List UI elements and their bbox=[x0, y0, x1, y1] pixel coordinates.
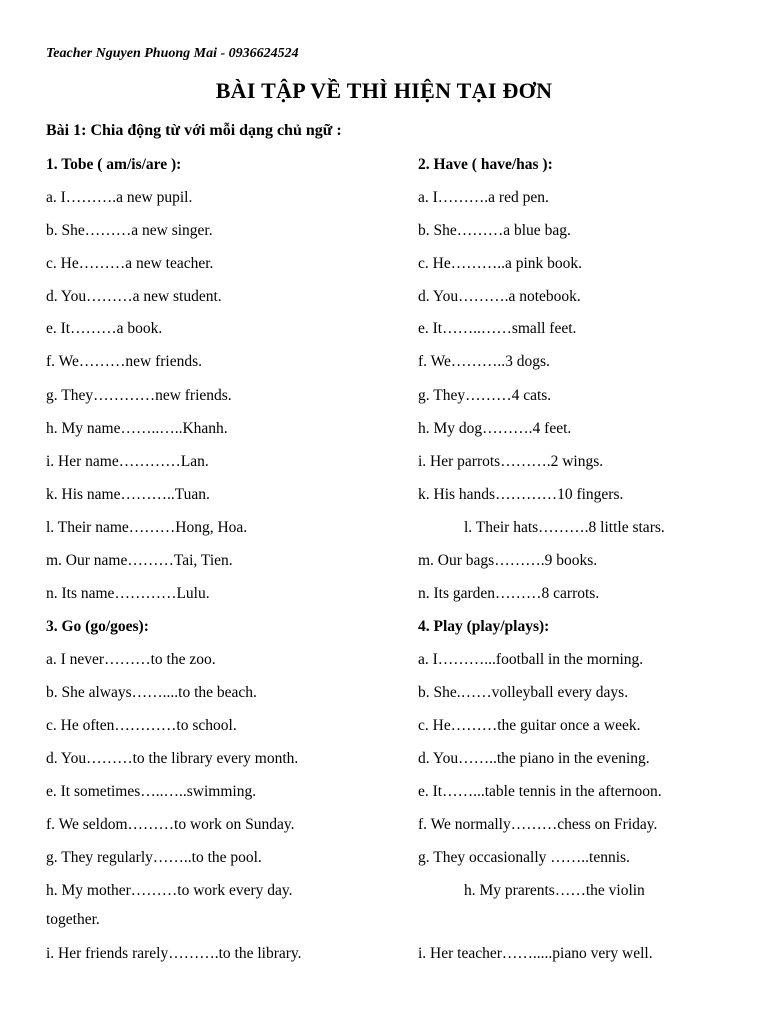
page-title: BÀI TẬP VỀ THÌ HIỆN TẠI ĐƠN bbox=[215, 78, 553, 103]
section-heading-go: 3. Go (go/goes): bbox=[46, 618, 149, 635]
exercise-item: f. We seldom………to work on Sunday. bbox=[46, 816, 295, 833]
section-heading-tobe: 1. Tobe ( am/is/are ): bbox=[46, 156, 182, 173]
exercise-item: d. You………a new student. bbox=[46, 288, 222, 305]
exercise-item: g. They regularly……..to the pool. bbox=[46, 849, 262, 866]
exercise-item: a. I……….a red pen. bbox=[418, 189, 549, 206]
exercise-item: d. You………to the library every month. bbox=[46, 750, 299, 767]
section-heading-play: 4. Play (play/plays): bbox=[418, 618, 550, 635]
exercise-item-continuation: together. bbox=[46, 911, 100, 928]
exercise-item: a. I……….a new pupil. bbox=[46, 189, 193, 206]
exercise-item: g. They occasionally ……..tennis. bbox=[418, 849, 630, 866]
exercise-item: g. They………4 cats. bbox=[418, 387, 552, 404]
exercise-item: a. I never………to the zoo. bbox=[46, 651, 216, 668]
exercise-item: i. Her friends rarely……….to the library. bbox=[46, 945, 302, 962]
exercise-item: c. He often…………to school. bbox=[46, 717, 237, 734]
exercise-item: i. Her name…………Lan. bbox=[46, 453, 209, 470]
teacher-header: Teacher Nguyen Phuong Mai - 0936624524 bbox=[46, 46, 299, 61]
exercise-item: h. My dog……….4 feet. bbox=[418, 420, 572, 437]
exercise-item: e. It……..……small feet. bbox=[418, 320, 577, 337]
exercise-item: i. Her teacher…….....piano very well. bbox=[418, 945, 653, 962]
exercise-item: k. His hands…………10 fingers. bbox=[418, 486, 624, 503]
exercise-item: n. Its garden………8 carrots. bbox=[418, 585, 600, 602]
exercise-instruction: Bài 1: Chia động từ với mỗi dạng chủ ngữ : bbox=[46, 122, 342, 139]
exercise-item: k. His name………..Tuan. bbox=[46, 486, 210, 503]
exercise-item: i. Her parrots……….2 wings. bbox=[418, 453, 604, 470]
exercise-item: b. She………a new singer. bbox=[46, 222, 213, 239]
exercise-item: h. My name……..…..Khanh. bbox=[46, 420, 228, 437]
exercise-item: d. You……….a notebook. bbox=[418, 288, 581, 305]
exercise-item: f. We………..3 dogs. bbox=[418, 353, 550, 370]
section-heading-have: 2. Have ( have/has ): bbox=[418, 156, 553, 173]
exercise-item: e. It……...table tennis in the afternoon. bbox=[418, 783, 662, 800]
exercise-item: m. Our bags……….9 books. bbox=[418, 552, 598, 569]
exercise-item: d. You……..the piano in the evening. bbox=[418, 750, 650, 767]
exercise-item: b. She………a blue bag. bbox=[418, 222, 571, 239]
exercise-item: b. She.……volleyball every days. bbox=[418, 684, 629, 701]
exercise-item: c. He………..a pink book. bbox=[418, 255, 583, 272]
exercise-item: c. He………the guitar once a week. bbox=[418, 717, 641, 734]
exercise-item: l. Their hats……….8 little stars. bbox=[464, 519, 665, 536]
exercise-item: h. My mother………to work every day. bbox=[46, 882, 293, 899]
exercise-item: b. She always……....to the beach. bbox=[46, 684, 257, 701]
exercise-item: a. I………...football in the morning. bbox=[418, 651, 644, 668]
exercise-item: m. Our name………Tai, Tien. bbox=[46, 552, 233, 569]
exercise-item: f. We………new friends. bbox=[46, 353, 203, 370]
exercise-item: c. He………a new teacher. bbox=[46, 255, 214, 272]
exercise-item: n. Its name…………Lulu. bbox=[46, 585, 210, 602]
exercise-item: g. They…………new friends. bbox=[46, 387, 232, 404]
exercise-item: l. Their name………Hong, Hoa. bbox=[46, 519, 248, 536]
exercise-item: f. We normally………chess on Friday. bbox=[418, 816, 658, 833]
exercise-item: e. It sometimes…..…..swimming. bbox=[46, 783, 257, 800]
exercise-item: h. My prarents……the violin bbox=[464, 882, 645, 899]
exercise-item: e. It………a book. bbox=[46, 320, 163, 337]
